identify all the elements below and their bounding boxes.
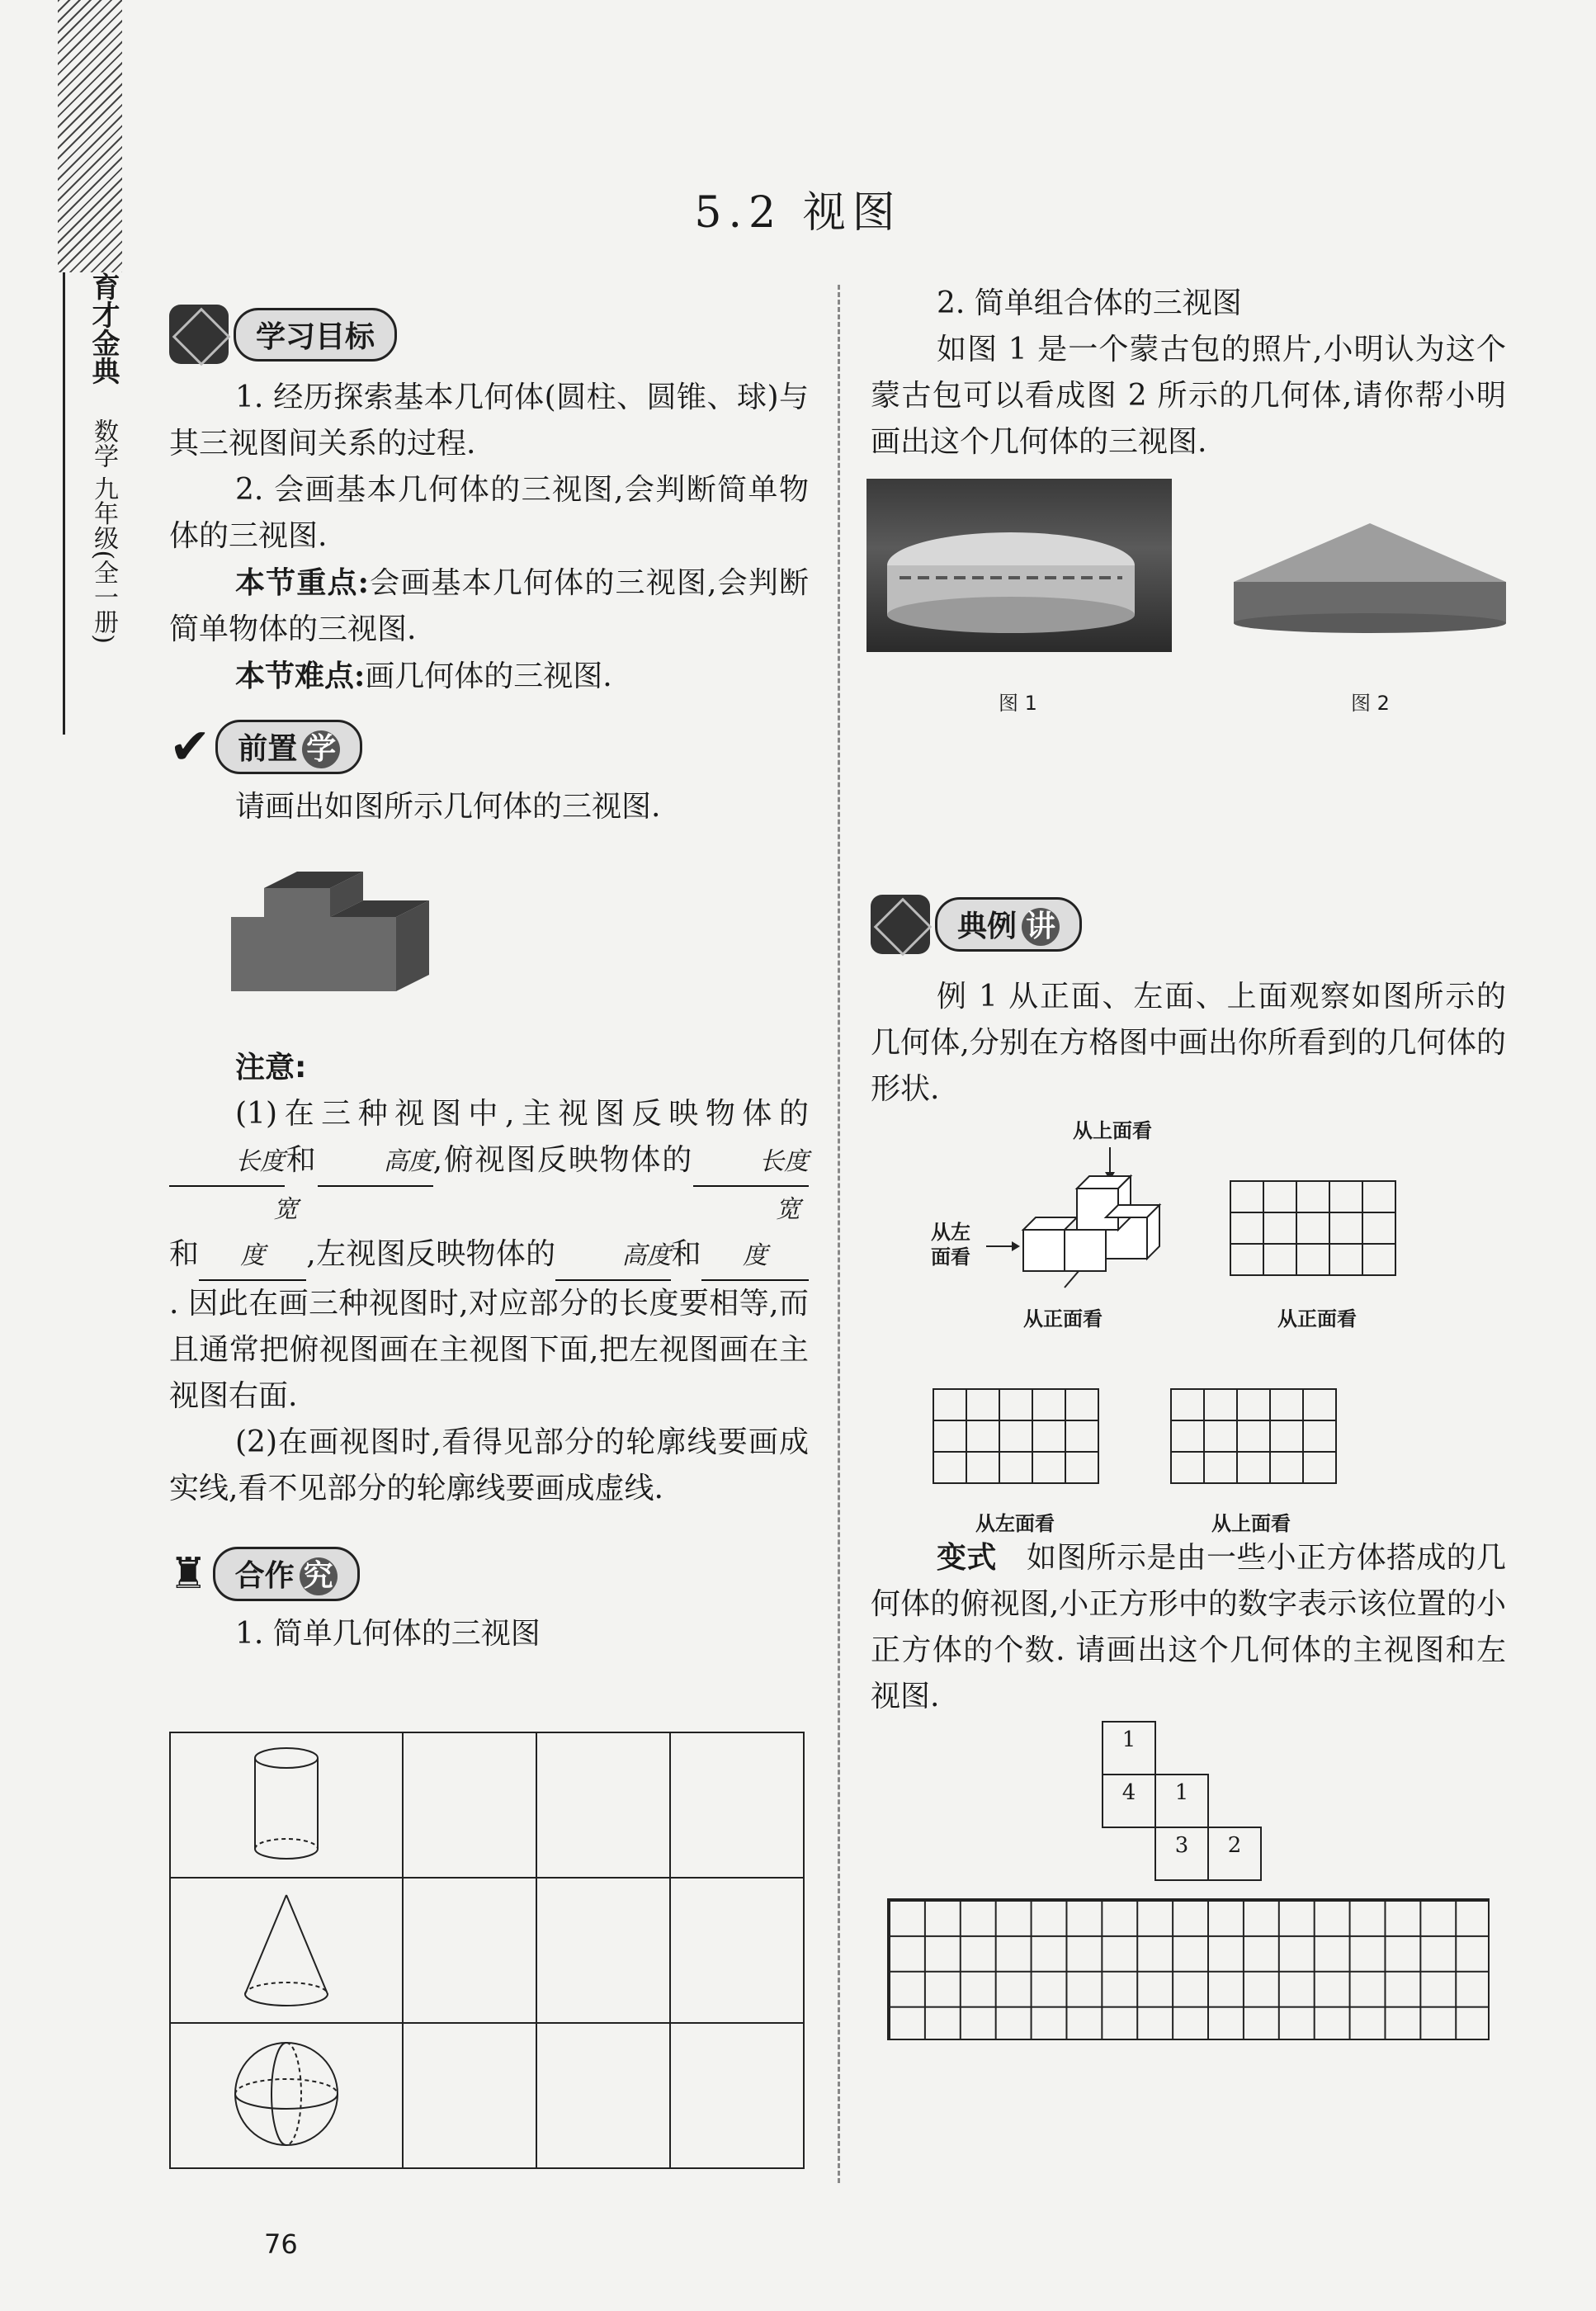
goals-body <box>169 375 809 700</box>
from-front-label: 从正面看 <box>1023 1307 1103 1330</box>
answer-blank: 宽度 <box>701 1187 809 1281</box>
grid-left-caption: 从左面看 <box>975 1512 1055 1535</box>
answer-blank: 宽度 <box>199 1187 306 1281</box>
left-view-grid[interactable] <box>933 1388 1099 1484</box>
number-cell: 3 <box>1155 1827 1209 1881</box>
answer-blank: 高度 <box>555 1233 671 1281</box>
hard-point: 本节难点:画几何体的三视图. <box>235 659 612 693</box>
cone-icon <box>171 1879 402 2019</box>
number-cell: 4 <box>1102 1774 1156 1828</box>
fig2-caption: 图 2 <box>1351 692 1390 715</box>
goals-heading: 学习目标 <box>169 305 809 363</box>
variant-label: 变式 <box>937 1541 997 1575</box>
page-title: 5.2 视图 <box>694 188 902 238</box>
note-paragraph-2: (2)在画视图时,看得见部分的轮廓线要画成实线,看不见部分的轮廓线要画成虚线. <box>169 1425 809 1505</box>
number-cell: 2 <box>1207 1827 1262 1881</box>
answer-blank: 长度 <box>693 1139 809 1187</box>
pre-prompt: 请画出如图所示几何体的三视图. <box>235 790 661 824</box>
coop-item-1: 1. 简单几何体的三视图 <box>235 1617 541 1651</box>
cylinder-icon <box>171 1733 402 1874</box>
number-cell: 1 <box>1102 1721 1156 1775</box>
goal-item-1: 1. 经历探索基本几何体(圆柱、圆锥、球)与其三视图间关系的过程. <box>169 380 809 461</box>
yurt-photo <box>866 479 1172 652</box>
example-text: 例 1 从正面、左面、上面观察如图所示的几何体,分别在方格图中画出你所看到的几何体的形状. <box>871 980 1506 1106</box>
figure-icon: ♜ <box>169 1549 208 1599</box>
side-brand: 育才金典 <box>87 272 120 385</box>
cone-cell <box>170 1878 403 2023</box>
grid-top-caption: 从上面看 <box>1211 1512 1291 1535</box>
variant-paragraph: 变式 如图所示是由一些小正方体搭成的几何体的俯视图,小正方形中的数字表示该位置的小正方体的个数. 请画出这个几何体的主视图和左视图. <box>871 1541 1506 1713</box>
coop-item-2: 2. 简单组合体的三视图 <box>937 286 1242 320</box>
note-block <box>169 1045 809 1512</box>
cube-badge-icon <box>169 305 229 364</box>
answer-blank: 长度 <box>169 1139 285 1187</box>
cylinder-cell <box>170 1732 403 1878</box>
front-view-grid[interactable] <box>1230 1180 1396 1276</box>
side-text: 数学 九年级(全一册) <box>89 418 118 644</box>
note-label: 注意: <box>235 1051 307 1085</box>
coop-heading: ♜ 合作 究 <box>169 1545 809 1603</box>
answer-grid-large[interactable] <box>887 1898 1490 2040</box>
cube-badge-icon <box>871 895 930 954</box>
step-solid-figure <box>231 872 429 995</box>
from-left-label: 从左面看 <box>931 1221 970 1269</box>
number-cell: 1 <box>1155 1774 1209 1828</box>
side-strip <box>70 272 120 644</box>
three-view-table <box>169 1732 805 2169</box>
cube-stack-figure <box>866 1114 1197 1329</box>
pre-heading: ✔ 前置 学 <box>169 718 809 776</box>
fig1-caption: 图 1 <box>999 692 1037 715</box>
from-top-label: 从上面看 <box>1073 1119 1152 1142</box>
sphere-icon <box>171 2024 402 2164</box>
goal-item-2: 2. 会画基本几何体的三视图,会判断简单物体的三视图. <box>169 473 809 553</box>
right-column <box>871 281 1506 466</box>
cone-cylinder-figure <box>1230 520 1510 636</box>
left-column <box>169 305 809 1657</box>
column-divider <box>838 285 840 2183</box>
top-view-number-grid <box>1102 1721 1283 1886</box>
example-heading: 典例 讲 <box>871 896 1082 953</box>
note-paragraph-1: (1)在三种视图中,主视图反映物体的长度和 高度,俯视图反映物体的 长度和宽度 ,左视图反映物体的 高度和宽度. 因此在画三种视图时,对应部分的长度要相等,而且通常把俯视图画在主视图下面,把左视图画在主视图右面. <box>169 1097 809 1413</box>
checkmark-figure-icon: ✔ <box>169 718 211 776</box>
grid-front-caption: 从正面看 <box>1277 1307 1357 1330</box>
key-point: 本节重点:会画基本几何体的三视图,会判断简单物体的三视图. <box>169 565 809 646</box>
yurt-text: 如图 1 是一个蒙古包的照片,小明认为这个蒙古包可以看成图 2 所示的几何体,请你帮小明画出这个几何体的三视图. <box>871 333 1506 459</box>
page-number: 76 <box>264 2228 298 2260</box>
top-view-grid[interactable] <box>1170 1388 1337 1484</box>
side-bar-line <box>63 272 65 735</box>
answer-blank: 高度 <box>318 1139 433 1187</box>
sphere-cell <box>170 2023 403 2168</box>
